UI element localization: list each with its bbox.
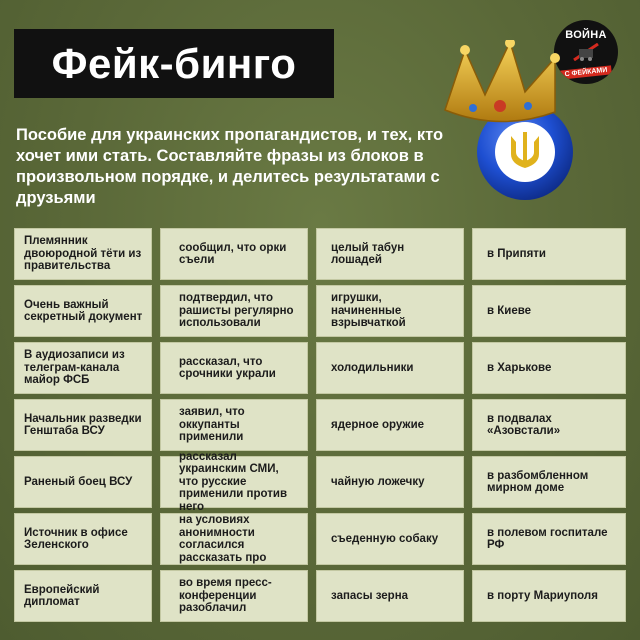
table-cell: в Харькове — [472, 342, 626, 394]
table-cell: Очень важный секретный документ — [14, 285, 152, 337]
page-title: Фейк-бинго — [51, 39, 297, 87]
badge-bottom-text: С ФЕЙКАМИ — [560, 65, 612, 79]
table-cell: чайную ложечку — [316, 456, 464, 508]
title-box — [14, 29, 334, 98]
crown-icon — [445, 40, 560, 122]
table-cell: ядерное оружие — [316, 399, 464, 451]
table-cell: Племянник двоюродной тёти из правительства — [14, 228, 152, 280]
table-cell: запасы зерна — [316, 570, 464, 622]
table-cell: в Киеве — [472, 285, 626, 337]
table-cell: подтвердил, что рашисты регулярно использовали — [160, 285, 308, 337]
table-cell: сообщил, что орки съели — [160, 228, 308, 280]
crowned-ball-illustration — [425, 40, 595, 210]
bingo-table — [14, 228, 626, 622]
table-cell: В аудиозаписи из телеграм-канала майор ФСБ — [14, 342, 152, 394]
table-cell: Начальник разведки Генштаба ВСУ — [14, 399, 152, 451]
table-cell: целый табун лошадей — [316, 228, 464, 280]
table-cell: в подвалах «Азовстали» — [472, 399, 626, 451]
table-cell: во время пресс-конференции разоблачил — [160, 570, 308, 622]
table-cell: Европейский дипломат — [14, 570, 152, 622]
table-cell: на условиях анонимности согласился рассказать про — [160, 513, 308, 565]
table-cell: заявил, что оккупанты применили — [160, 399, 308, 451]
table-cell: холодильники — [316, 342, 464, 394]
badge-top-text: ВОЙНА — [565, 29, 607, 41]
subtitle: Пособие для украинских пропагандистов, и тех, кто хочет ими стать. Составляйте фразы из блоков в произвольном порядке, и делитесь результатами с друзьями — [16, 126, 444, 207]
table-cell: рассказал украинским СМИ, что русские применили против него — [160, 456, 308, 508]
table-cell: в разбомбленном мирном доме — [472, 456, 626, 508]
table-cell: рассказал, что срочники украли — [160, 342, 308, 394]
table-cell: Раненый боец ВСУ — [14, 456, 152, 508]
table-cell: в полевом госпитале РФ — [472, 513, 626, 565]
table-cell: в Припяти — [472, 228, 626, 280]
table-cell: Источник в офисе Зеленского — [14, 513, 152, 565]
table-cell: в порту Мариуполя — [472, 570, 626, 622]
table-cell: съеденную собаку — [316, 513, 464, 565]
table-cell: игрушки, начиненные взрывчаткой — [316, 285, 464, 337]
